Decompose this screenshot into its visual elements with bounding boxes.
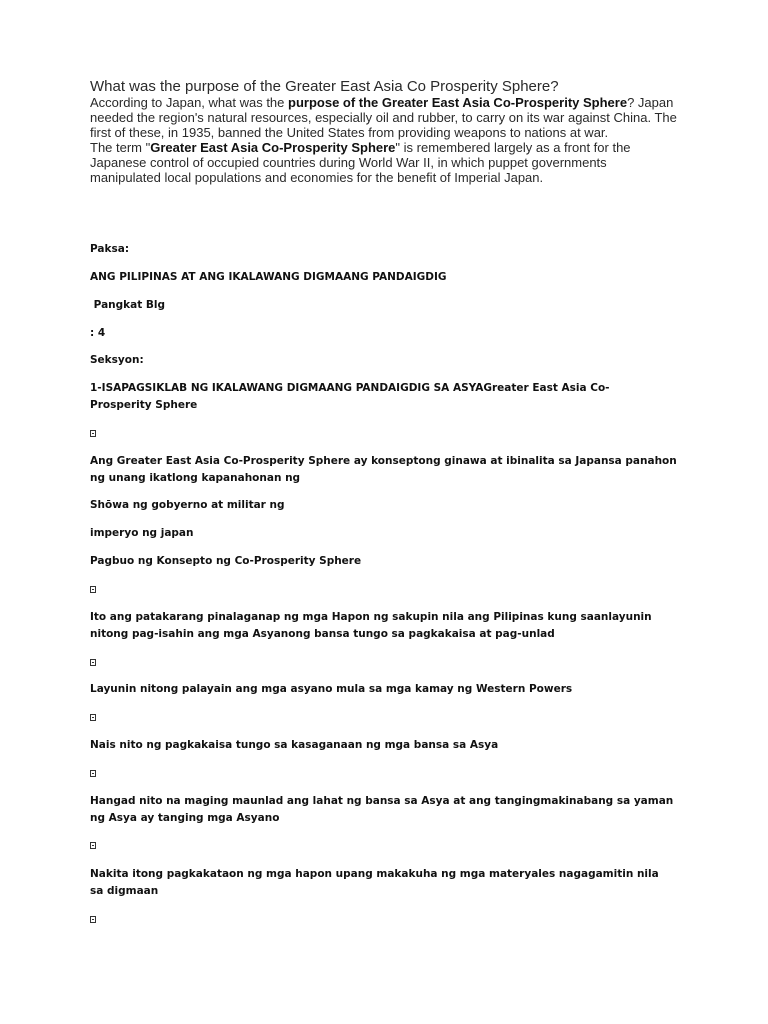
intro-p1-text-start: According to Japan, what was the <box>90 95 289 110</box>
seksyon-value: 1-ISAPAGSIKLAB NG IKALAWANG DIGMAANG PANDAIGDIG SA ASYAGreater East Asia Co-Prosperity Sphere <box>90 382 610 411</box>
nakita-paragraph: Nakita itong pagkakataon ng mga hapon upang makakuha ng mga materyales nagagamitin nila sa digmaan <box>90 868 659 897</box>
pangkat-value: : 4 <box>90 327 106 339</box>
pagbuo-heading: Pagbuo ng Konsepto ng Co-Prosperity Sphere <box>90 555 362 567</box>
intro-p2-text-end: " is remembered largely as a front for the Japanese control of occupied countries during World War II, in which puppet governments manipulated local populations and economies for the benefit of Imperial Japan. <box>90 140 631 185</box>
bullet-box-icon <box>90 430 96 437</box>
nais-line: Nais nito ng pagkakaisa tungo sa kasaganaan ng mga bansa sa Asya <box>90 739 499 751</box>
pangkat-label: Pangkat Blg <box>90 299 166 311</box>
paksa-label: Paksa: <box>90 243 130 255</box>
intro-p1-text-end: ? Japan needed the region's natural resources, especially oil and rubber, to carry on its war against China. The first of these, in 1935, banned the United States from providing weapons to nations at war. <box>90 95 677 140</box>
bullet-box-icon <box>90 586 96 593</box>
bullet-box-icon <box>90 714 96 721</box>
intro-p2-text-start: The term " <box>90 140 151 155</box>
intro-question: What was the purpose of the Greater East Asia Co Prosperity Sphere? <box>90 78 559 95</box>
intro-p2-bold-term: Greater East Asia Co-Prosperity Sphere <box>150 140 396 155</box>
intro-paragraph-1 <box>90 95 680 140</box>
seksyon-label: Seksyon: <box>90 354 144 366</box>
layunin-line: Layunin nitong palayain ang mga asyano mula sa mga kamay ng Western Powers <box>90 683 573 695</box>
intro-paragraph-2 <box>90 140 680 185</box>
bullet-box-icon <box>90 842 96 849</box>
intro-p1-bold-term: purpose of the Greater East Asia Co-Prosperity Sphere <box>288 95 628 110</box>
imperyo-line: imperyo ng japan <box>90 527 194 539</box>
patakaran-paragraph: Ito ang patakarang pinalaganap ng mga Hapon ng sakupin nila ang Pilipinas kung saanlayunin nitong pag-isahin ang mga Asyanong bansa tungo sa pagkakaisa at pag-unlad <box>90 611 652 640</box>
bullet-box-icon <box>90 770 96 777</box>
concept-paragraph: Ang Greater East Asia Co-Prosperity Sphere ay konseptong ginawa at ibinalita sa Japansa panahon ng unang ikatlong kapanahonan ng <box>90 455 677 484</box>
intro-section <box>90 78 680 185</box>
bullet-box-icon <box>90 659 96 666</box>
paksa-value: ANG PILIPINAS AT ANG IKALAWANG DIGMAANG PANDAIGDIG <box>90 271 447 283</box>
bullet-box-icon <box>90 916 96 923</box>
hangad-paragraph: Hangad nito na maging maunlad ang lahat ng bansa sa Asya at ang tangingmakinabang sa yaman ng Asya ay tanging mga Asyano <box>90 795 674 824</box>
showa-line: Shōwa ng gobyerno at militar ng <box>90 499 285 511</box>
